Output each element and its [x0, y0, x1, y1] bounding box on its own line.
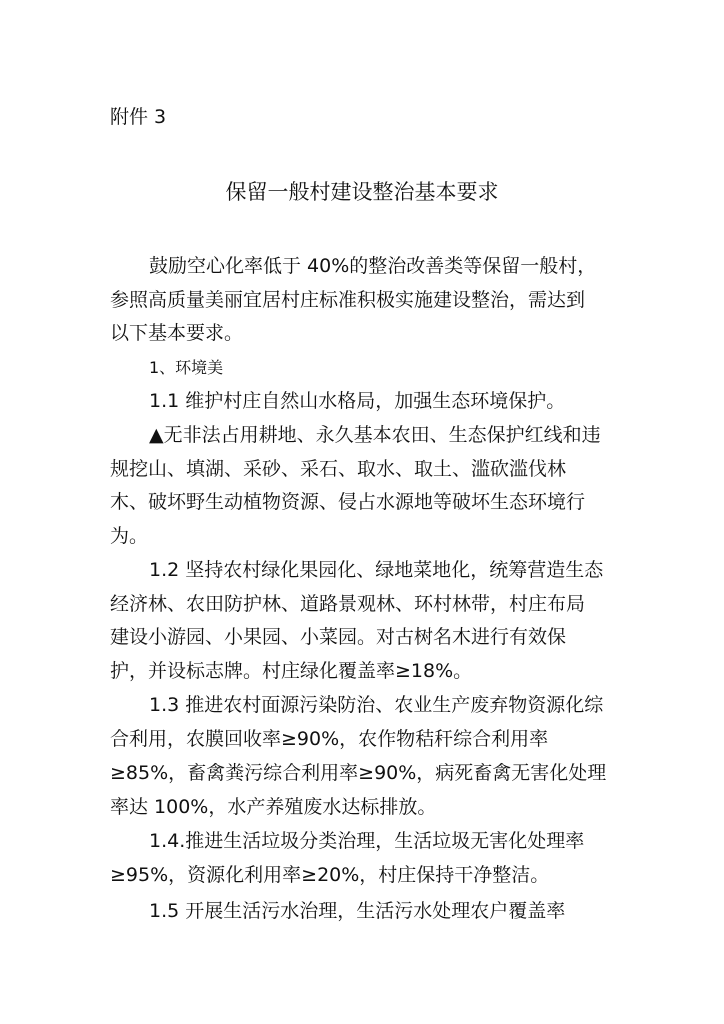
- item-1-4-line: 1.4.推进生活垃圾分类治理，生活垃圾无害化处理率: [149, 830, 585, 852]
- attachment-label: 附件 3: [110, 106, 167, 128]
- item-1-3-line: 率达 100%，水产养殖废水达标排放。: [110, 796, 437, 818]
- item-1-5-line: 1.5 开展生活污水治理，生活污水处理农户覆盖率: [149, 900, 566, 922]
- item-1-3-line: ≥85%，畜禽粪污综合利用率≥90%，病死畜禽无害化处理: [110, 762, 607, 784]
- item-1-4-line: ≥95%，资源化利用率≥20%，村庄保持干净整洁。: [110, 864, 550, 886]
- intro-line: 鼓励空心化率低于 40%的整治改善类等保留一般村，: [149, 255, 597, 277]
- section-heading: 1、环境美: [149, 358, 224, 377]
- document-title: 保留一般村建设整治基本要求: [225, 180, 499, 204]
- forbidden-line: ▲无非法占用耕地、永久基本农田、生态保护红线和违: [149, 424, 601, 446]
- item-1-2-line: 1.2 坚持农村绿化果园化、绿地菜地化，统筹营造生态: [149, 559, 604, 581]
- item-1-3-line: 合利用，农膜回收率≥90%，农作物秸秆综合利用率: [110, 728, 549, 750]
- intro-line: 以下基本要求。: [110, 322, 244, 344]
- item-1-2-line: 护，并设标志牌。村庄绿化覆盖率≥18%。: [110, 660, 473, 682]
- item-1-2-line: 建设小游园、小果园、小菜园。对古树名木进行有效保: [110, 626, 567, 648]
- forbidden-line: 规挖山、填湖、采砂、采石、取水、取土、滥砍滥伐林: [110, 458, 567, 480]
- item-1-2-line: 经济林、农田防护林、道路景观林、环村林带，村庄布局: [110, 593, 586, 615]
- item-1-1-line: 1.1 维护村庄自然山水格局，加强生态环境保护。: [149, 390, 566, 412]
- item-1-3-line: 1.3 推进农村面源污染防治、农业生产废弃物资源化综: [149, 694, 604, 716]
- forbidden-line: 木、破坏野生动植物资源、侵占水源地等破坏生态环境行: [110, 491, 586, 513]
- intro-line: 参照高质量美丽宜居村庄标准积极实施建设整治，需达到: [110, 289, 586, 311]
- forbidden-line: 为。: [110, 525, 149, 547]
